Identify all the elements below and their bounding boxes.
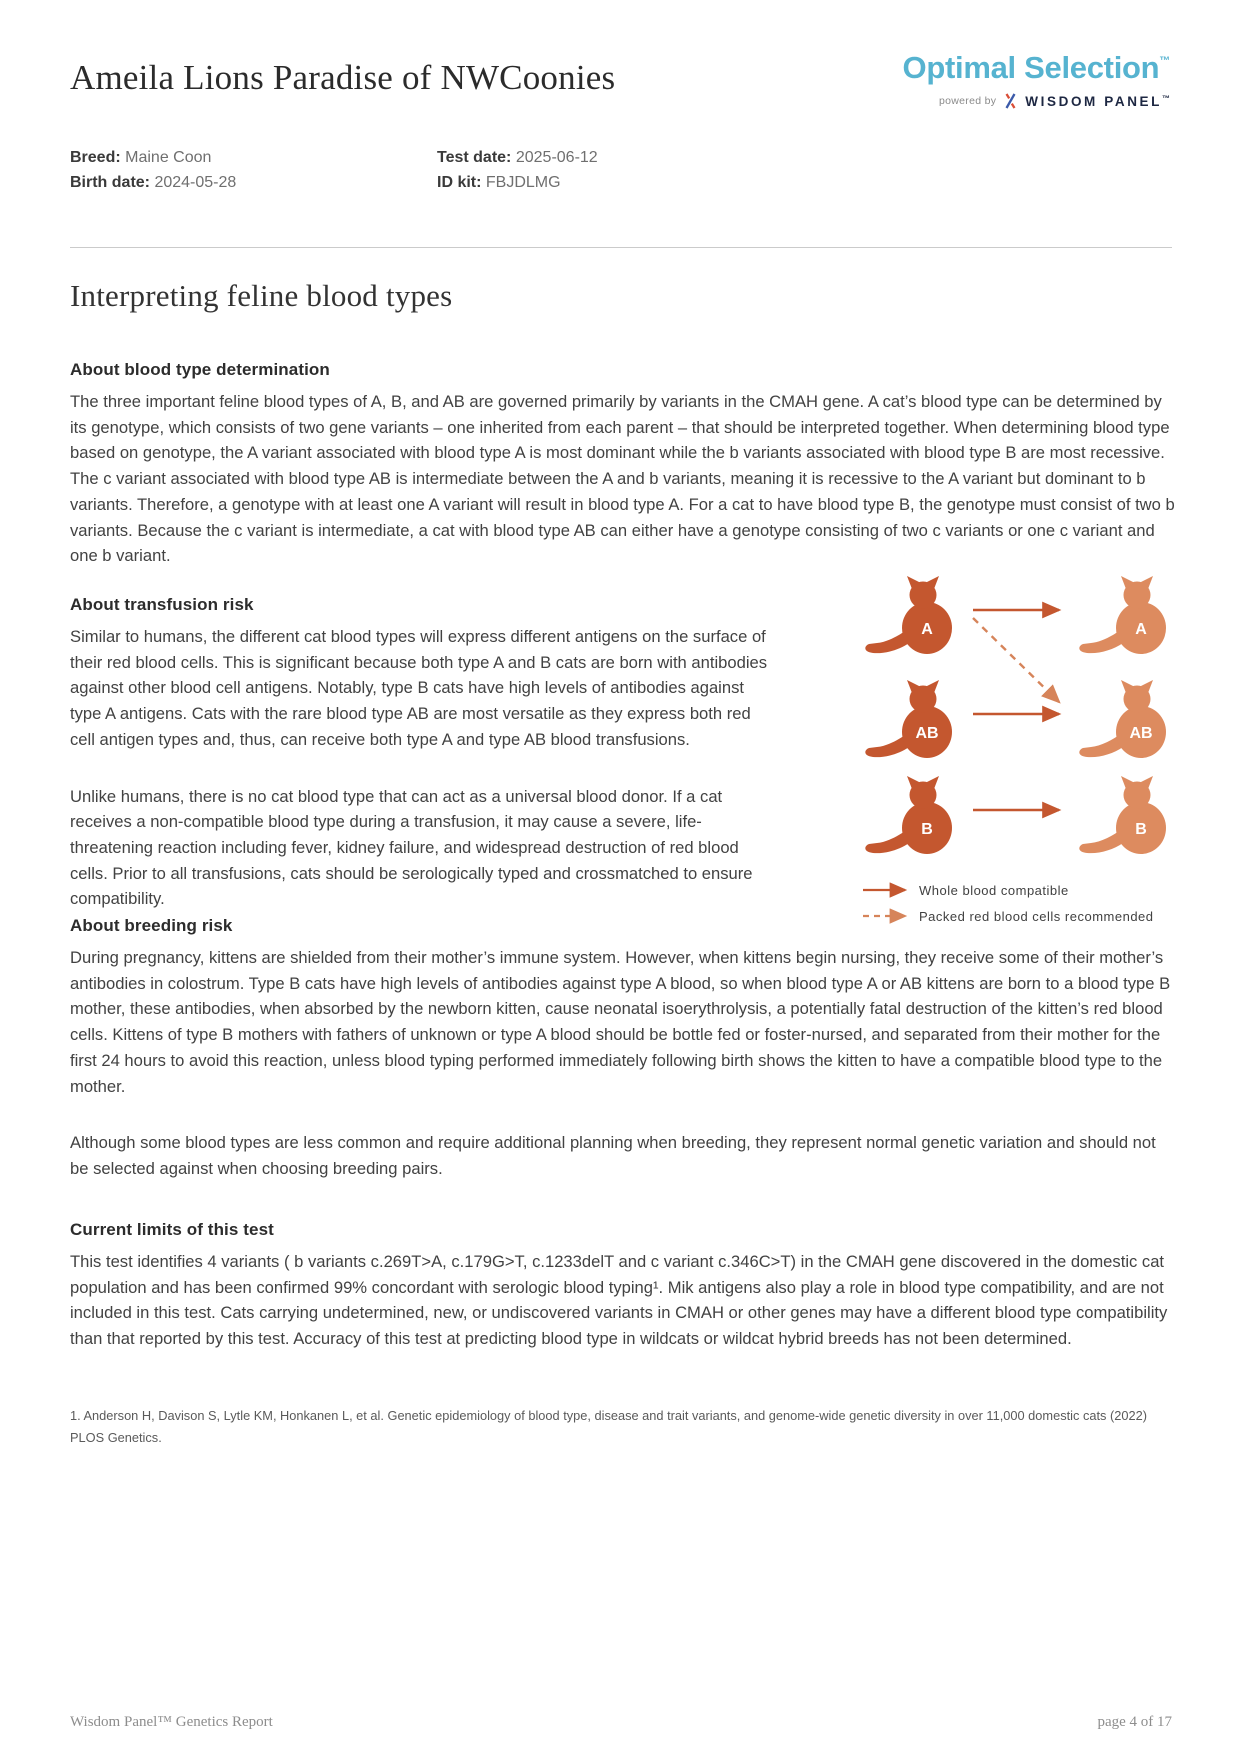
- article-heading: Interpreting feline blood types: [70, 278, 453, 313]
- cat-icon-recipient-ab: [1079, 680, 1166, 758]
- recipient-ab-label: AB: [1129, 725, 1153, 742]
- partner-text: WISDOM PANEL: [1025, 93, 1162, 109]
- test-date-value: 2025-06-12: [515, 149, 598, 166]
- cat-icon-donor-b: [865, 776, 952, 854]
- id-kit-label: ID kit:: [437, 173, 482, 191]
- section-paragraph: This test identifies 4 variants ( b variants c.269T>A, c.179G>T, c.1233delT and c variant c.346C>T) in the CMAH gene discovered in the domestic cat population and has been confirmed 99% concordant with serologic blood typing¹. Mik antigens also play a role in blood type compatibility, and are not included in this test. Cats carrying undetermined, new, or undiscovered variants in CMAH or other genes may have a different blood type compatibility than that reported by this test. Accuracy of this test at predicting blood type in wildcats or wildcat hybrid breeds has not been determined.: [70, 1252, 1168, 1349]
- cat-icon-donor-a: [865, 576, 952, 654]
- recipient-b-label: B: [1135, 821, 1147, 838]
- id-kit-row: [437, 171, 598, 196]
- powered-by-line: [903, 93, 1170, 109]
- wisdom-panel-wordmark: [1025, 94, 1170, 109]
- blood-type-compatibility-diagram: [855, 560, 1185, 935]
- header-divider: [70, 247, 1172, 248]
- brand-trademark: ™: [1159, 55, 1170, 67]
- section-breeding-risk: [70, 916, 1175, 1213]
- pet-meta-right: [437, 146, 598, 195]
- footer-report-name: Wisdom Panel™ Genetics Report: [70, 1714, 273, 1730]
- breed-row: [70, 146, 236, 171]
- recipient-a-label: A: [1135, 621, 1147, 638]
- brand-text: Optimal Selection: [902, 50, 1160, 85]
- cat-icon-donor-ab: [865, 680, 952, 758]
- section-heading: About blood type determination: [70, 360, 330, 379]
- section-paragraph: The three important feline blood types of A, B, and AB are governed primarily by variants in the CMAH gene. A cat’s blood type can be determined by its genotype, which consists of two gene variants – one inherited from each parent – that should be interpreted together. When determining blood type based on genotype, the A variant associated with blood type A is most dominant while the b variants associated with blood type B are most recessive. The c variant associated with blood type AB is intermediate between the A and b variants, meaning it is recessive to the A variant but dominant to b variants. Therefore, a genotype with at least one A variant will result in blood type A. For a cat to have blood type B, the genotype must consist of two b variants. Because the c variant is intermediate, a cat with blood type AB can either have a genotype consisting of two c variants or one c variant and one b variant.: [70, 392, 1175, 566]
- partner-trademark: ™: [1162, 93, 1170, 103]
- section-heading: Current limits of this test: [70, 1220, 274, 1239]
- optimal-selection-logo: [903, 44, 1170, 85]
- pet-meta-left: [70, 146, 236, 195]
- legend-solid-label: Whole blood compatible: [919, 883, 1069, 898]
- section-heading: About breeding risk: [70, 916, 233, 935]
- breed-label: Breed:: [70, 149, 121, 166]
- birth-date-row: [70, 171, 236, 196]
- wisdom-panel-icon: [1003, 93, 1018, 109]
- section-current-limits: [70, 1220, 1175, 1383]
- brand-logo: [903, 44, 1170, 109]
- page-title: Ameila Lions Paradise of NWCoonies: [70, 58, 616, 97]
- section-paragraph: Unlike humans, there is no cat blood type that can act as a universal blood donor. If a cat receives a non-compatible blood type during a transfusion, it may cause a severe, life-threatening reaction including fever, kidney failure, and widespread destruction of red blood cells. Prior to all transfusions, cats should be serologically typed and crossmatched to ensure compatibility.: [70, 786, 753, 909]
- donor-a-label: A: [921, 621, 933, 638]
- legend-dashed-label: Packed red blood cells recommended: [919, 909, 1154, 924]
- test-date-label: Test date:: [437, 149, 512, 166]
- footer-page-number: page 4 of 17: [1097, 1714, 1172, 1730]
- section-paragraph: During pregnancy, kittens are shielded from their mother’s immune system. However, when kittens begin nursing, they receive some of their mother’s antibodies in colostrum. Type B cats have high levels of antibodies against type A blood, so when blood type A or AB kittens are born to a blood type B mother, these antibodies, when absorbed by the newborn kitten, cause neonatal isoerythrolysis, a potentially fatal destruction of the kitten’s red blood cells. Kittens of type B mothers with fathers of unknown or type A blood should be bottle fed or foster-nursed, and separated from their mother for the first 24 hours to avoid this reaction, unless blood typing performed immediately following birth shows the kitten to have a compatible blood type to the mother.: [70, 948, 1171, 1096]
- donor-b-label: B: [921, 821, 933, 838]
- cat-icon-recipient-b: [1079, 776, 1166, 854]
- birth-date-value: 2024-05-28: [154, 173, 237, 191]
- section-paragraph: Similar to humans, the different cat blood types will express different antigens on the surface of their red blood cells. This is significant because both type A and B cats are born with antibodies against other blood cell antigens. Notably, type B cats have high levels of antibodies against type A antigens. Cats with the rare blood type AB are most versatile as they express both red cell antigen types and, thus, can receive both type A and type AB blood transfusions.: [70, 627, 768, 749]
- id-kit-value: FBJDLMG: [485, 173, 561, 191]
- arrow-a-to-ab-dashed: [973, 618, 1059, 702]
- cat-icon-recipient-a: [1079, 576, 1166, 654]
- powered-by-text: powered by: [939, 95, 997, 107]
- test-date-row: [437, 146, 598, 171]
- section-paragraph: Although some blood types are less common and require additional planning when breeding, they represent normal genetic variation and should not be selected against when choosing breeding pairs.: [70, 1133, 1156, 1178]
- section-transfusion-risk: [70, 595, 776, 943]
- section-heading: About transfusion risk: [70, 595, 254, 614]
- donor-ab-label: AB: [915, 725, 939, 742]
- breed-value: Maine Coon: [125, 149, 212, 166]
- reference-footnote: 1. Anderson H, Davison S, Lytle KM, Honkanen L, et al. Genetic epidemiology of blood type, disease and trait variants, and genome-wide genetic diversity in over 11,000 domestic cats (2022) PLOS Genetics.: [70, 1408, 1147, 1445]
- birth-date-label: Birth date:: [70, 173, 150, 191]
